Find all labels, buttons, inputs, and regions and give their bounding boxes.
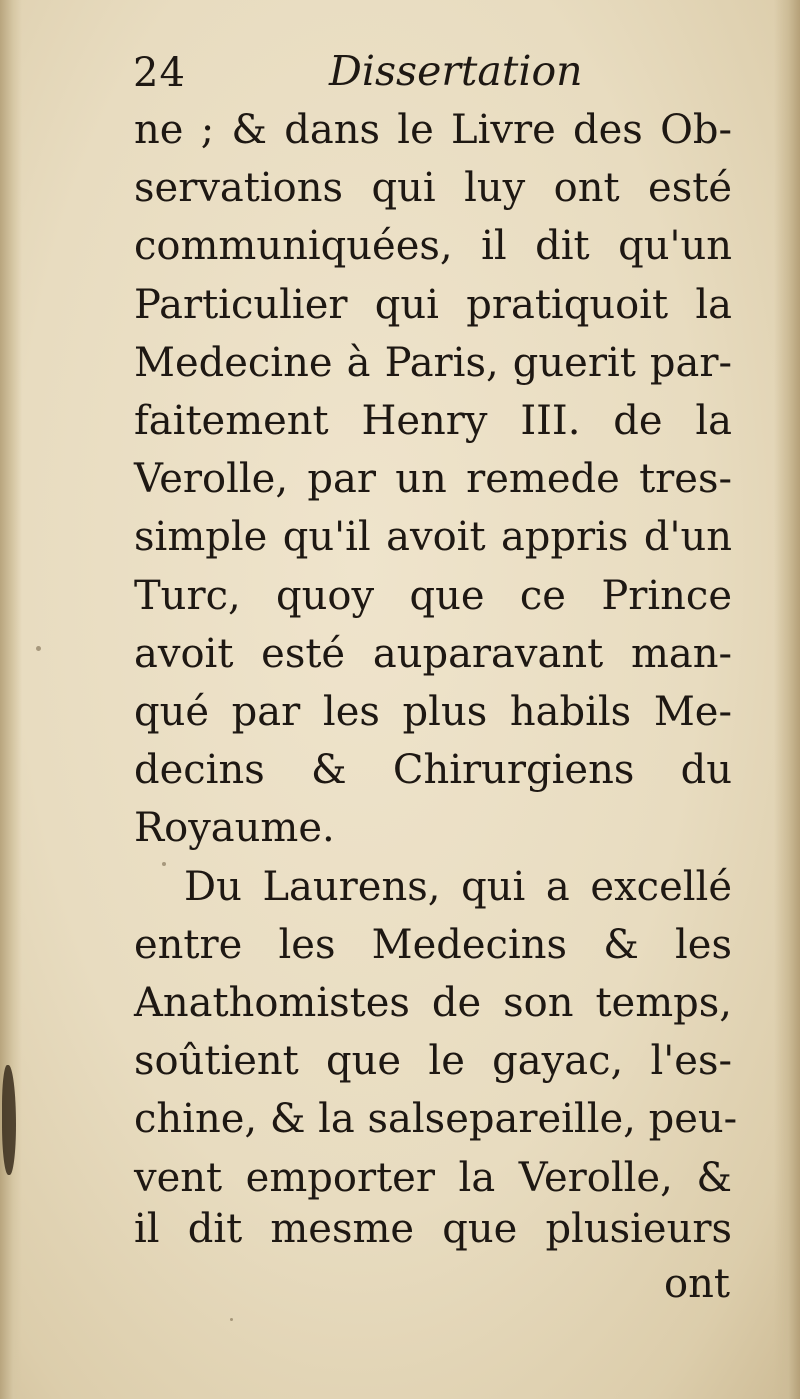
text-line: communiquées, il dit qu'un bbox=[134, 223, 732, 269]
text-line: Du Laurens, qui a excellé bbox=[184, 864, 732, 910]
text-line: vent emporter la Verolle, & bbox=[134, 1155, 732, 1201]
text-line: il dit mesme que plusieurs bbox=[134, 1206, 732, 1252]
text-line: decins & Chirurgiens du bbox=[134, 747, 732, 793]
text-line: Particulier qui pratiquoit la bbox=[134, 282, 732, 328]
text-line: Turc, quoy que ce Prince bbox=[134, 573, 732, 619]
text-line: Medecine à Paris, guerit par- bbox=[134, 340, 732, 386]
text-line: Anathomistes de son temps, bbox=[134, 980, 732, 1026]
text-line: avoit esté auparavant man- bbox=[134, 631, 732, 677]
text-line: soûtient que le gayac, l'es- bbox=[134, 1038, 732, 1084]
text-line: faitement Henry III. de la bbox=[134, 398, 732, 444]
text-line: Royaume. bbox=[134, 805, 335, 851]
text-line: chine, & la salsepareille, peu- bbox=[134, 1096, 738, 1142]
text-line: entre les Medecins & les bbox=[134, 922, 732, 968]
text-line: ne ; & dans le Livre des Ob- bbox=[134, 107, 732, 153]
running-title: Dissertation bbox=[329, 47, 583, 95]
page-number: 24 bbox=[133, 50, 186, 96]
text-line: servations qui luy ont esté bbox=[134, 165, 732, 211]
text-line: qué par les plus habils Me- bbox=[134, 689, 732, 735]
text-line: Verolle, par un remede tres- bbox=[134, 456, 732, 502]
text-line: simple qu'il avoit appris d'un bbox=[134, 514, 732, 560]
catchword: ont bbox=[664, 1261, 730, 1307]
